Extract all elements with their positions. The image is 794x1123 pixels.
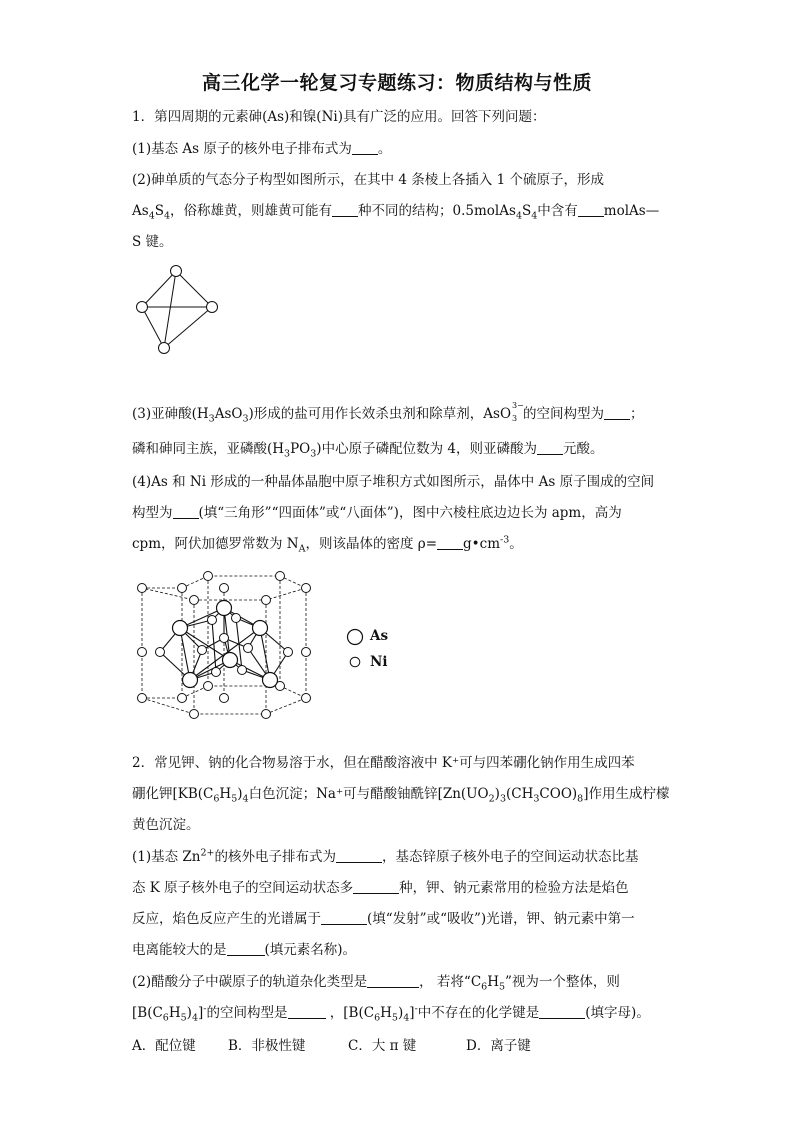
q2-intro-line2: 硼化钾[$KB(C_6H_5)_4$白色沉淀；Na⁺可与醋酸铀酰锌$[Zn(UO_2)_3(CH_3COO)_8]$作用生成柠檬 [132,786,670,805]
q2-part1-line2: 态 K 原子核外电子的空间运动状态多 种，钾、钠元素常用的检验方法是焰色 [132,880,629,896]
as4-tetrahedron-figure [130,262,225,356]
legend-as-marker [346,628,364,646]
q2-part2-line2: $[B(C_6H_5)_4]^-$的空间构型是 ，$[B(C_6H_5)_4]^-$中不存在的化学键是 (填字母)。 [132,1003,650,1024]
q2-part1-line4: 电离能较大的是 (填元素名称)。 [132,942,357,958]
q1-part2-line3: S 键。 [132,234,173,250]
nias-crystal-cell-figure [130,568,330,730]
answer-blank[interactable] [173,504,199,519]
q2-intro-line3: 黄色沉淀。 [132,817,200,833]
legend-as-label: As [370,628,389,644]
answer-blank[interactable] [367,973,419,988]
q1-part2-line2: $As_4S_4$，俗称雄黄，则雄黄可能有 种不同的结构；$0.5molAs_4S_4$中含有 molAs— [132,203,660,222]
option-d[interactable]: D．离子键 [466,1038,531,1054]
legend-ni-marker [349,656,361,668]
answer-blank[interactable] [227,941,265,956]
answer-blank[interactable] [537,440,563,455]
answer-blank[interactable] [321,910,367,925]
q1-part4-line3: cpm，阿伏加德罗常数为 $N_A$，则该晶体的密度 $\rho= g•cm^{-3}$。 [132,534,523,555]
q1-part1: (1)基态 As 原子的核外电子排布式为 。 [132,141,392,157]
q1-part2-line1: (2)砷单质的气态分子构型如图所示，在其中 4 条棱上各插入 1 个硫原子，形成 [132,172,604,188]
answer-blank[interactable] [539,1004,585,1019]
page-title: 高三化学一轮复习专题练习：物质结构与性质 [201,72,592,94]
q2-part1-line1: (1)基态 $Zn^{2+}$的核外电子排布式为 ，基态锌原子核外电子的空间运动状态比基 [132,847,639,865]
q1-part4-line1: (4)As 和 Ni 形成的一种晶体晶胞中原子堆积方式如图所示，晶体中 As 原子围成的空间 [132,474,655,490]
answer-blank[interactable] [288,1004,326,1019]
q2-part2-line1: (2)醋酸分子中碳原子的轨道杂化类型是 ， 若将“$C_6H_5$”视为一个整体，则 [132,974,620,993]
answer-blank[interactable] [437,535,463,550]
option-a[interactable]: A．配位键 [132,1038,196,1054]
answer-blank[interactable] [604,405,630,420]
q2-part1-line3: 反应，焰色反应产生的光谱属于 (填“发射”或“吸收”)光谱，钾、钠元素中第一 [132,911,635,927]
answer-blank[interactable] [332,202,358,217]
q1-part3-line1: (3)亚砷酸$(H_3AsO_3)$形成的盐可用作长效杀虫剂和除草剂，AsO 3− 3 的空间构型为 ； [132,401,644,425]
answer-blank[interactable] [336,848,382,863]
answer-blank[interactable] [353,879,399,894]
q1-part4-line2: 构型为 (填“三角形”“四面体”或“八面体”)，图中六棱柱底边边长为 apm，高为 [132,505,622,521]
option-c[interactable]: C．大 π 键 [348,1038,417,1054]
legend-ni-label: Ni [370,654,388,670]
q2-intro-line1: 2．常见钾、钠的化合物易溶于水，但在醋酸溶液中 K⁺可与四苯硼化钠作用生成四苯 [132,755,635,771]
q1-intro: 1．第四周期的元素砷(As)和镍(Ni)具有广泛的应用。回答下列问题： [132,109,546,125]
q1-part3-line2: 磷和砷同主族，亚磷酸$(H_3PO_3)$中心原子磷配位数为 4，则亚磷酸为 元酸。 [132,441,604,460]
option-b[interactable]: B．非极性键 [228,1038,306,1054]
answer-blank[interactable] [352,140,378,155]
answer-blank[interactable] [578,202,604,217]
